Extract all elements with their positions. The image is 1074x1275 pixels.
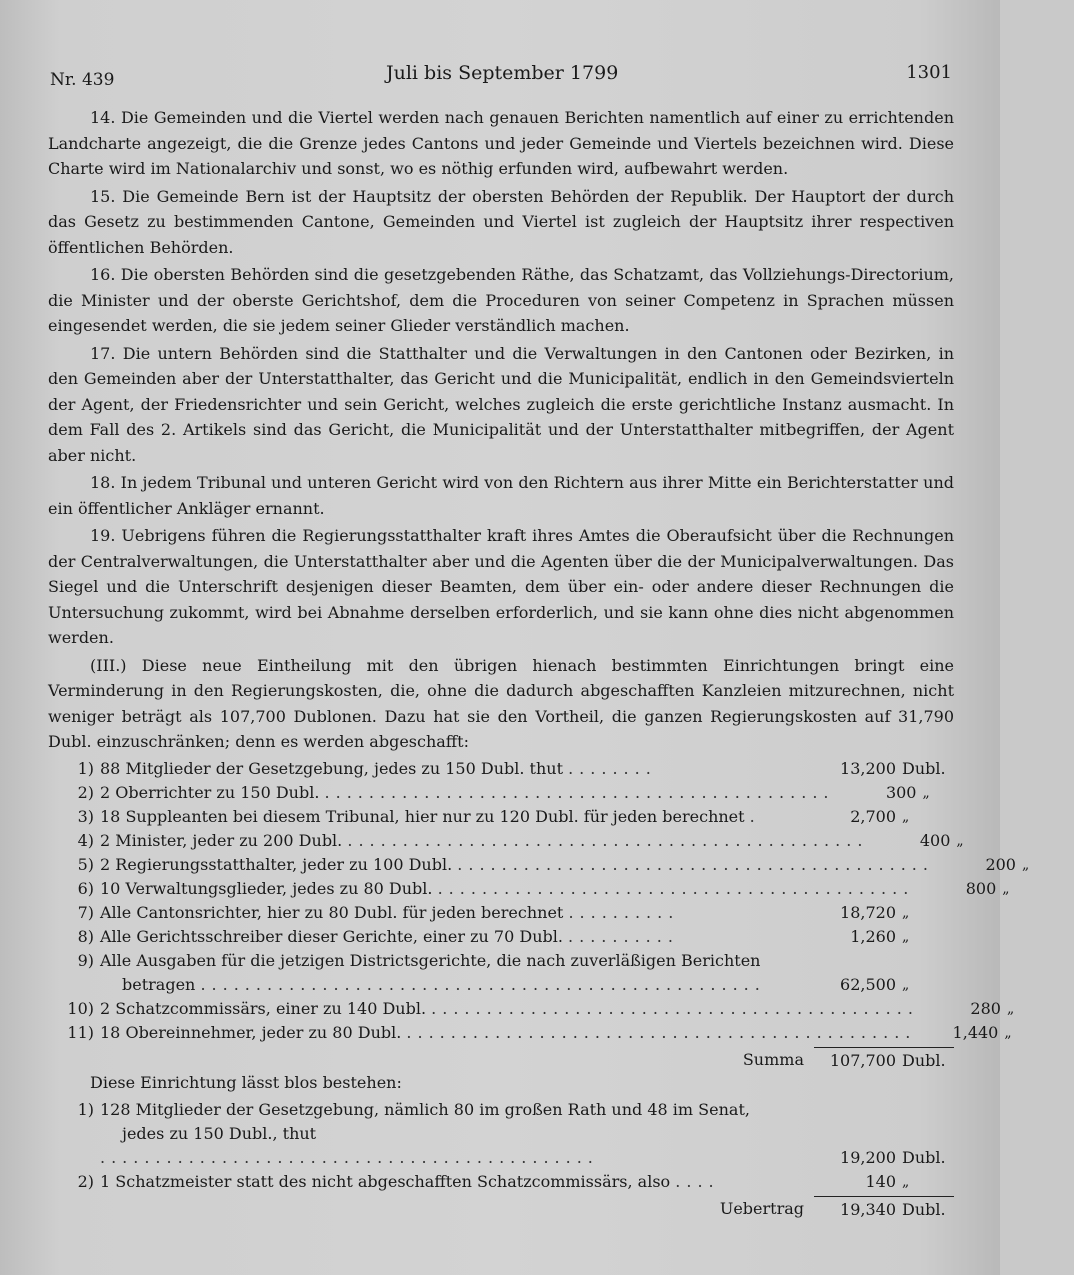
page-body [48, 105, 1030, 1223]
leader-dots: .............................................. [406, 1022, 917, 1042]
leader-dots: ........................................... [457, 854, 934, 874]
summa-unit: Dubl. [896, 1047, 954, 1074]
remaining-lead: Diese Einrichtung lässt blos bestehen: [90, 1072, 402, 1092]
paragraph-18: 18. In jedem Tribunal und unteren Gericht wird von den Richtern aus ihrer Mitte ein Berichterstatter und ein öffentlicher Ankläger ernannt. [48, 473, 954, 518]
list-item: 4) 2 Minister, jeder zu 200 Dubl. ............................................... 400 „ [77, 830, 964, 850]
list-item: 5) 2 Regierungsstatthalter, jeder zu 100 Dubl. ........................................... 200 „ [77, 854, 1030, 874]
leader-dots: .......... [568, 926, 679, 946]
leader-dots: ............................................. [100, 1147, 599, 1167]
leader-dots: ............................................ [431, 998, 919, 1018]
summa-amount: 107,700 [814, 1047, 896, 1074]
list-item: 2) 2 Oberrichter zu 150 Dubl. .............................................. 300 „ [77, 782, 930, 802]
leader-dots: .... [675, 1171, 720, 1191]
list-item: 3) 18 Suppleanten bei diesem Tribunal, hier nur zu 120 Dubl. für jeden berechnet . 2,700 „ [77, 806, 910, 826]
leader-dots: ............................................... [347, 830, 869, 850]
list-item: 11) 18 Obereinnehmer, jeder zu 80 Dubl. .............................................. 1,440 „ [67, 1022, 1012, 1042]
uebertrag-amount: 19,340 [814, 1196, 896, 1223]
list-item: 6) 10 Verwaltungsglieder, jedes zu 80 Dubl. ........................................... 800 „ [77, 878, 1010, 898]
list-item: 9) Alle Ausgaben für die jetzigen Districtsgerichte, die nach zuverläßigen Berichten betragen ................................................... 62,500 „ [77, 950, 910, 994]
paragraph-19: 19. Uebrigens führen die Regierungsstatthalter kraft ihres Amtes die Oberaufsicht über die Rechnungen der Centralverwaltungen, die Unterstatthalter aber und die Agenten über die der Municipalverwaltungen. Das Siegel und die Unterschrift desjenigen dieser Beamten, dem über ein- oder andere dieser Rechnungen die Untersuchung zukommt, wird bei Abnahme derselben erforderlich, und sie kann ohne dies nicht abgenommen werden. [48, 526, 954, 647]
list-item: 7) Alle Cantonsrichter, hier zu 80 Dubl. für jeden berechnet .......... 18,720 „ [77, 902, 910, 922]
list-item: 1) 88 Mitglieder der Gesetzgebung, jedes zu 150 Dubl. thut ........ 13,200 Dubl. [77, 758, 946, 778]
page-number: 1301 [906, 62, 952, 83]
remaining-list [48, 1098, 954, 1194]
paragraph-16: 16. Die obersten Behörden sind die gesetzgebenden Räthe, das Schatzamt, das Vollziehungs-Directorium, die Minister und der oberste Gerichtshof, dem die Proceduren von seiner Competenz in Sprachen müssen eingesendet werden, die sie jedem seiner Glieder verständlich machen. [48, 265, 954, 335]
list-item: 10) 2 Schatzcommissärs, einer zu 140 Dubl. ............................................ 280 „ [67, 998, 1015, 1018]
list-item: 8) Alle Gerichtsschreiber dieser Gerichte, einer zu 70 Dubl. .......... 1,260 „ [77, 926, 910, 946]
paragraph-iii: (III.) Diese neue Eintheilung mit den übrigen hienach bestimmten Einrichtungen bringt eine Verminderung in den Regierungskosten, die, ohne die dadurch abgeschafften Kanzleien mitzurechnen, nicht weniger beträgt als 107,700 Dublonen. Dazu hat sie den Vortheil, die ganzen Regierungskosten auf 31,790 Dubl. einzuschränken; denn es werden abgeschafft: [48, 655, 954, 751]
leader-dots: ........................................... [437, 878, 915, 898]
uebertrag-label: Uebertrag [719, 1198, 804, 1218]
uebertrag-row [48, 1196, 954, 1223]
leader-dots: .......... [568, 902, 680, 922]
leader-dots: ................................................... [200, 974, 766, 994]
paragraph-17: 17. Die untern Behörden sind die Statthalter und die Verwaltungen in den Cantonen oder Bezirken, in den Gemeinden aber der Unterstatthalter, das Gericht und die Municipalität, endlich in den Gemeindsvierteln der Agent, der Friedensrichter und sein Gericht, welches zugleich die erste gerichtliche Instanz ausmacht. In dem Fall des 2. Artikels sind das Gericht, die Municipalität und der Unterstatthalter mitbegriffen, der Agent aber nicht. [48, 343, 954, 465]
paragraph-15: 15. Die Gemeinde Bern ist der Hauptsitz der obersten Behörden der Republik. Der Hauptort der durch das Gesetz zu bestimmenden Cantone, Gemeinden und Viertel ist zugleich der Hauptsitz ihrer respectiven öffentlichen Behörden. [48, 186, 954, 257]
document-number: Nr. 439 [50, 70, 115, 90]
page-header [50, 62, 952, 92]
abolished-list [48, 757, 1030, 1045]
paragraph-14: 14. Die Gemeinden und die Viertel werden nach genauen Berichten namentlich auf einer zu errichtenden Landcharte angezeigt, die die Grenze jedes Cantons und jeder Gemeinde und Viertels bezeichnen wird. Diese Charte wird im Nationalarchiv und sonst, wo es nöthig erfunden wird, aufbewahrt werden. [48, 108, 954, 178]
list-item: 1) 128 Mitglieder der Gesetzgebung, nämlich 80 im großen Rath und 48 im Senat, jedes zu 150 Dubl., thut ............................................. 19,200 Dubl. [77, 1099, 946, 1167]
leader-dots: ........ [568, 758, 657, 778]
leader-dots: . [749, 806, 761, 826]
uebertrag-unit: Dubl. [896, 1196, 954, 1223]
summa-label: Summa [742, 1049, 804, 1069]
list-item: 2) 1 Schatzmeister statt des nicht abgeschafften Schatzcommissärs, also .... 140 „ [77, 1171, 910, 1191]
leader-dots: .............................................. [324, 782, 835, 802]
running-title: Juli bis September 1799 [386, 62, 619, 84]
